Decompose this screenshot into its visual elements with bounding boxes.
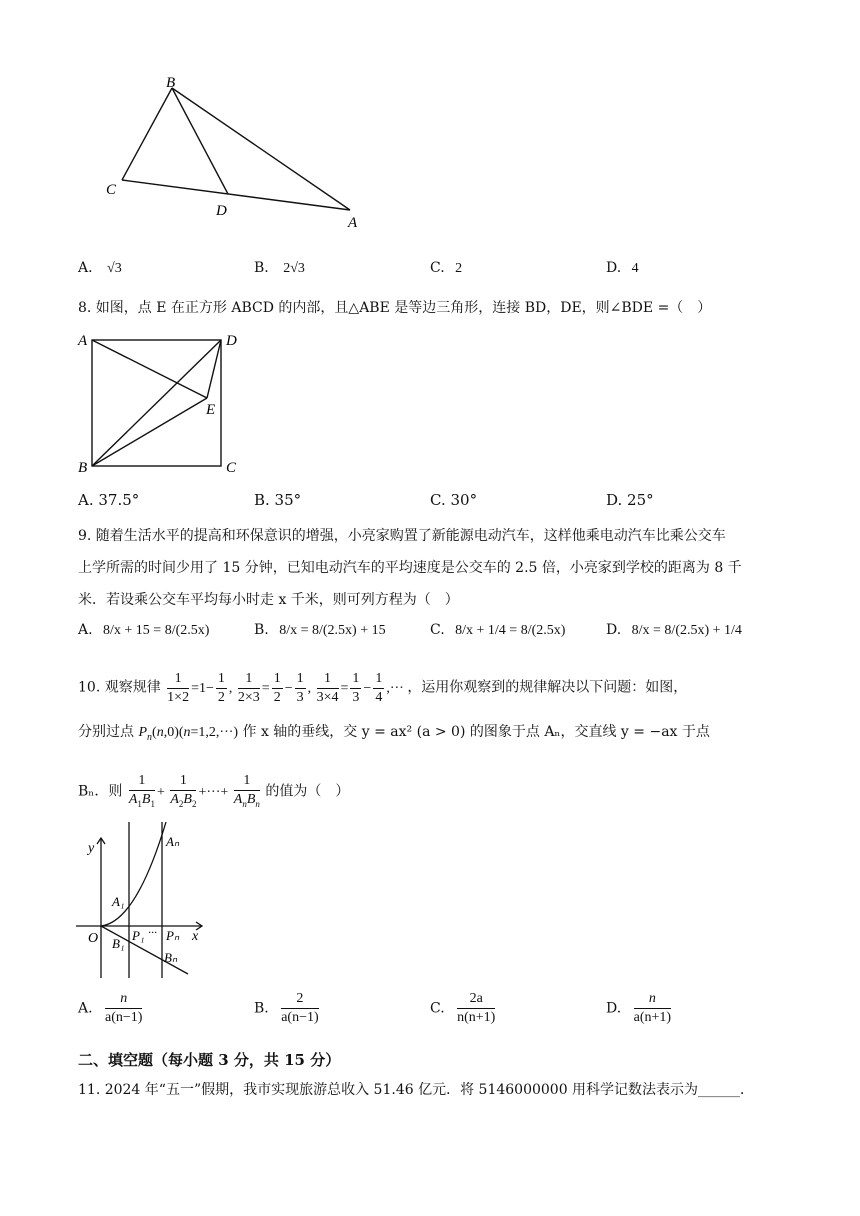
square-figure-q8 <box>76 328 246 476</box>
option-denominator: a(n−1) <box>281 1010 319 1025</box>
label-a: A <box>348 215 358 231</box>
q9-line-2: 上学所需的时间少用了 15 分钟，已知电动汽车的平均速度是公交车的 2.5 倍，小亮家到学校的距离为 8 千 <box>78 560 742 576</box>
q10-text: 的值为（ ） <box>265 783 350 800</box>
point-pn: $P_n(n,0)(n=1,2,\cdot\cdot\cdot)$ <box>138 725 239 743</box>
q8-option-d: D. 25° <box>606 491 654 509</box>
label-an: Aₙ <box>166 834 180 849</box>
label-bn: Bₙ <box>164 950 178 965</box>
q10-intro: 10. 观察规律 <box>78 679 161 696</box>
label-a1: A₁ <box>112 894 125 909</box>
option-numerator: 2a <box>457 990 495 1009</box>
q9-option-d <box>606 620 742 641</box>
q9-option-b <box>254 620 386 641</box>
q10-text: 作 x 轴的垂线，交 y = ax² (a > 0) 的图象于点 Aₙ，交直线 y = −ax 于点 <box>242 724 710 740</box>
q7-option-b <box>254 258 305 279</box>
sum-expression: $\frac{1}{A_1B_1}$ + $\frac{1}{A_2B_2}$ +···+ $\frac{1}{A_nB_n}$ <box>128 773 260 809</box>
q9-line-3: 米．若设乘公交车平均每小时走 x 千米，则可列方程为（ ） <box>78 592 459 608</box>
option-equation: 8/x = 8/(2.5x) + 1/4 <box>631 623 742 638</box>
option-letter: B. <box>254 622 269 638</box>
q8-option-a: A. 37.5° <box>78 491 140 509</box>
q10-line-1 <box>78 670 687 707</box>
label-a: A <box>78 333 88 349</box>
q8-option-c: C. 30° <box>430 491 478 509</box>
option-letter: C. <box>430 622 445 638</box>
q9-option-a <box>78 620 209 641</box>
label-c: C <box>226 460 237 476</box>
q10-option-a <box>78 990 144 1027</box>
label-pn: Pₙ <box>166 928 180 943</box>
label-b: B <box>78 460 88 476</box>
q10-option-c <box>430 990 497 1027</box>
q7-option-d <box>606 258 639 279</box>
label-dots: ··· <box>148 925 157 939</box>
q10-line-2 <box>78 722 710 748</box>
label-c: C <box>106 182 117 198</box>
option-value: 2 <box>455 261 463 276</box>
q7-option-a <box>78 258 122 279</box>
option-numerator: 2 <box>281 990 318 1009</box>
q10-text: Bₙ．则 <box>78 783 123 800</box>
label-o: O <box>88 931 99 946</box>
q9-line-1: 9. 随着生活水平的提高和环保意识的增强，小亮家购置了新能源电动汽车，这样他乘电动汽车比乘公交车 <box>78 528 726 544</box>
triangle-figure-q7 <box>100 70 370 235</box>
q10-option-b <box>254 990 321 1027</box>
label-b: B <box>166 75 176 91</box>
option-letter: C. <box>430 1000 445 1017</box>
label-e: E <box>206 402 216 418</box>
label-d: D <box>216 203 227 219</box>
option-value: √3 <box>107 261 122 276</box>
option-letter: C. <box>430 260 445 276</box>
pattern-rule: $\frac{1}{1\times 2}$ =1− $\frac{1}{2}$ , $\frac{1}{2\times 3}$ = $\frac{1}{2}$ − $\frac{1}{3}$ , $\frac{1}{3\times 4}$ = $\frac{1}{3}$ − $\frac{1}{4}$ ,··· <box>167 671 408 705</box>
option-letter: D. <box>606 260 622 276</box>
option-letter: A. <box>78 1000 93 1017</box>
option-denominator: a(n+1) <box>633 1010 672 1025</box>
q10-text: 分别过点 <box>78 724 134 740</box>
option-numerator: n <box>634 990 671 1009</box>
option-denominator: a(n−1) <box>105 1010 143 1025</box>
option-letter: B. <box>254 260 269 276</box>
option-equation: 8/x + 15 = 8/(2.5x) <box>103 623 210 638</box>
graph-figure-q10 <box>76 818 216 980</box>
option-numerator: n <box>105 990 142 1009</box>
option-letter: D. <box>606 622 622 638</box>
q11-text: 11. 2024 年“五一”假期，我市实现旅游总收入 51.46 亿元．将 5146000000 用科学记数法表示为______． <box>78 1082 755 1098</box>
q9-option-c <box>430 620 565 641</box>
option-equation: 8/x = 8/(2.5x) + 15 <box>279 623 386 638</box>
q7-option-c <box>430 258 462 279</box>
option-letter: A. <box>78 622 93 638</box>
section-heading: 二、填空题（每小题 3 分，共 15 分） <box>78 1051 341 1069</box>
option-value: 4 <box>631 261 639 276</box>
option-letter: B. <box>254 1000 269 1017</box>
option-value: 2√3 <box>283 261 305 276</box>
label-d: D <box>226 333 237 349</box>
q10-rule-tail: ，运用你观察到的规律解决以下问题：如图， <box>407 679 688 696</box>
q10-line-3 <box>78 772 349 813</box>
option-letter: A. <box>78 260 93 276</box>
label-p1: P₁ <box>132 928 145 943</box>
option-denominator: n(n+1) <box>457 1010 496 1025</box>
q8-stem: 8. 如图，点 E 在正方形 ABCD 的内部，且△ABE 是等边三角形，连接 BD，DE，则∠BDE =（ ） <box>78 300 712 316</box>
q10-option-d <box>606 990 673 1027</box>
option-equation: 8/x + 1/4 = 8/(2.5x) <box>455 623 566 638</box>
label-y: y <box>88 841 95 856</box>
label-x: x <box>192 929 199 944</box>
option-letter: D. <box>606 1000 622 1017</box>
label-b1: B₁ <box>112 936 125 951</box>
q8-option-b: B. 35° <box>254 491 302 509</box>
